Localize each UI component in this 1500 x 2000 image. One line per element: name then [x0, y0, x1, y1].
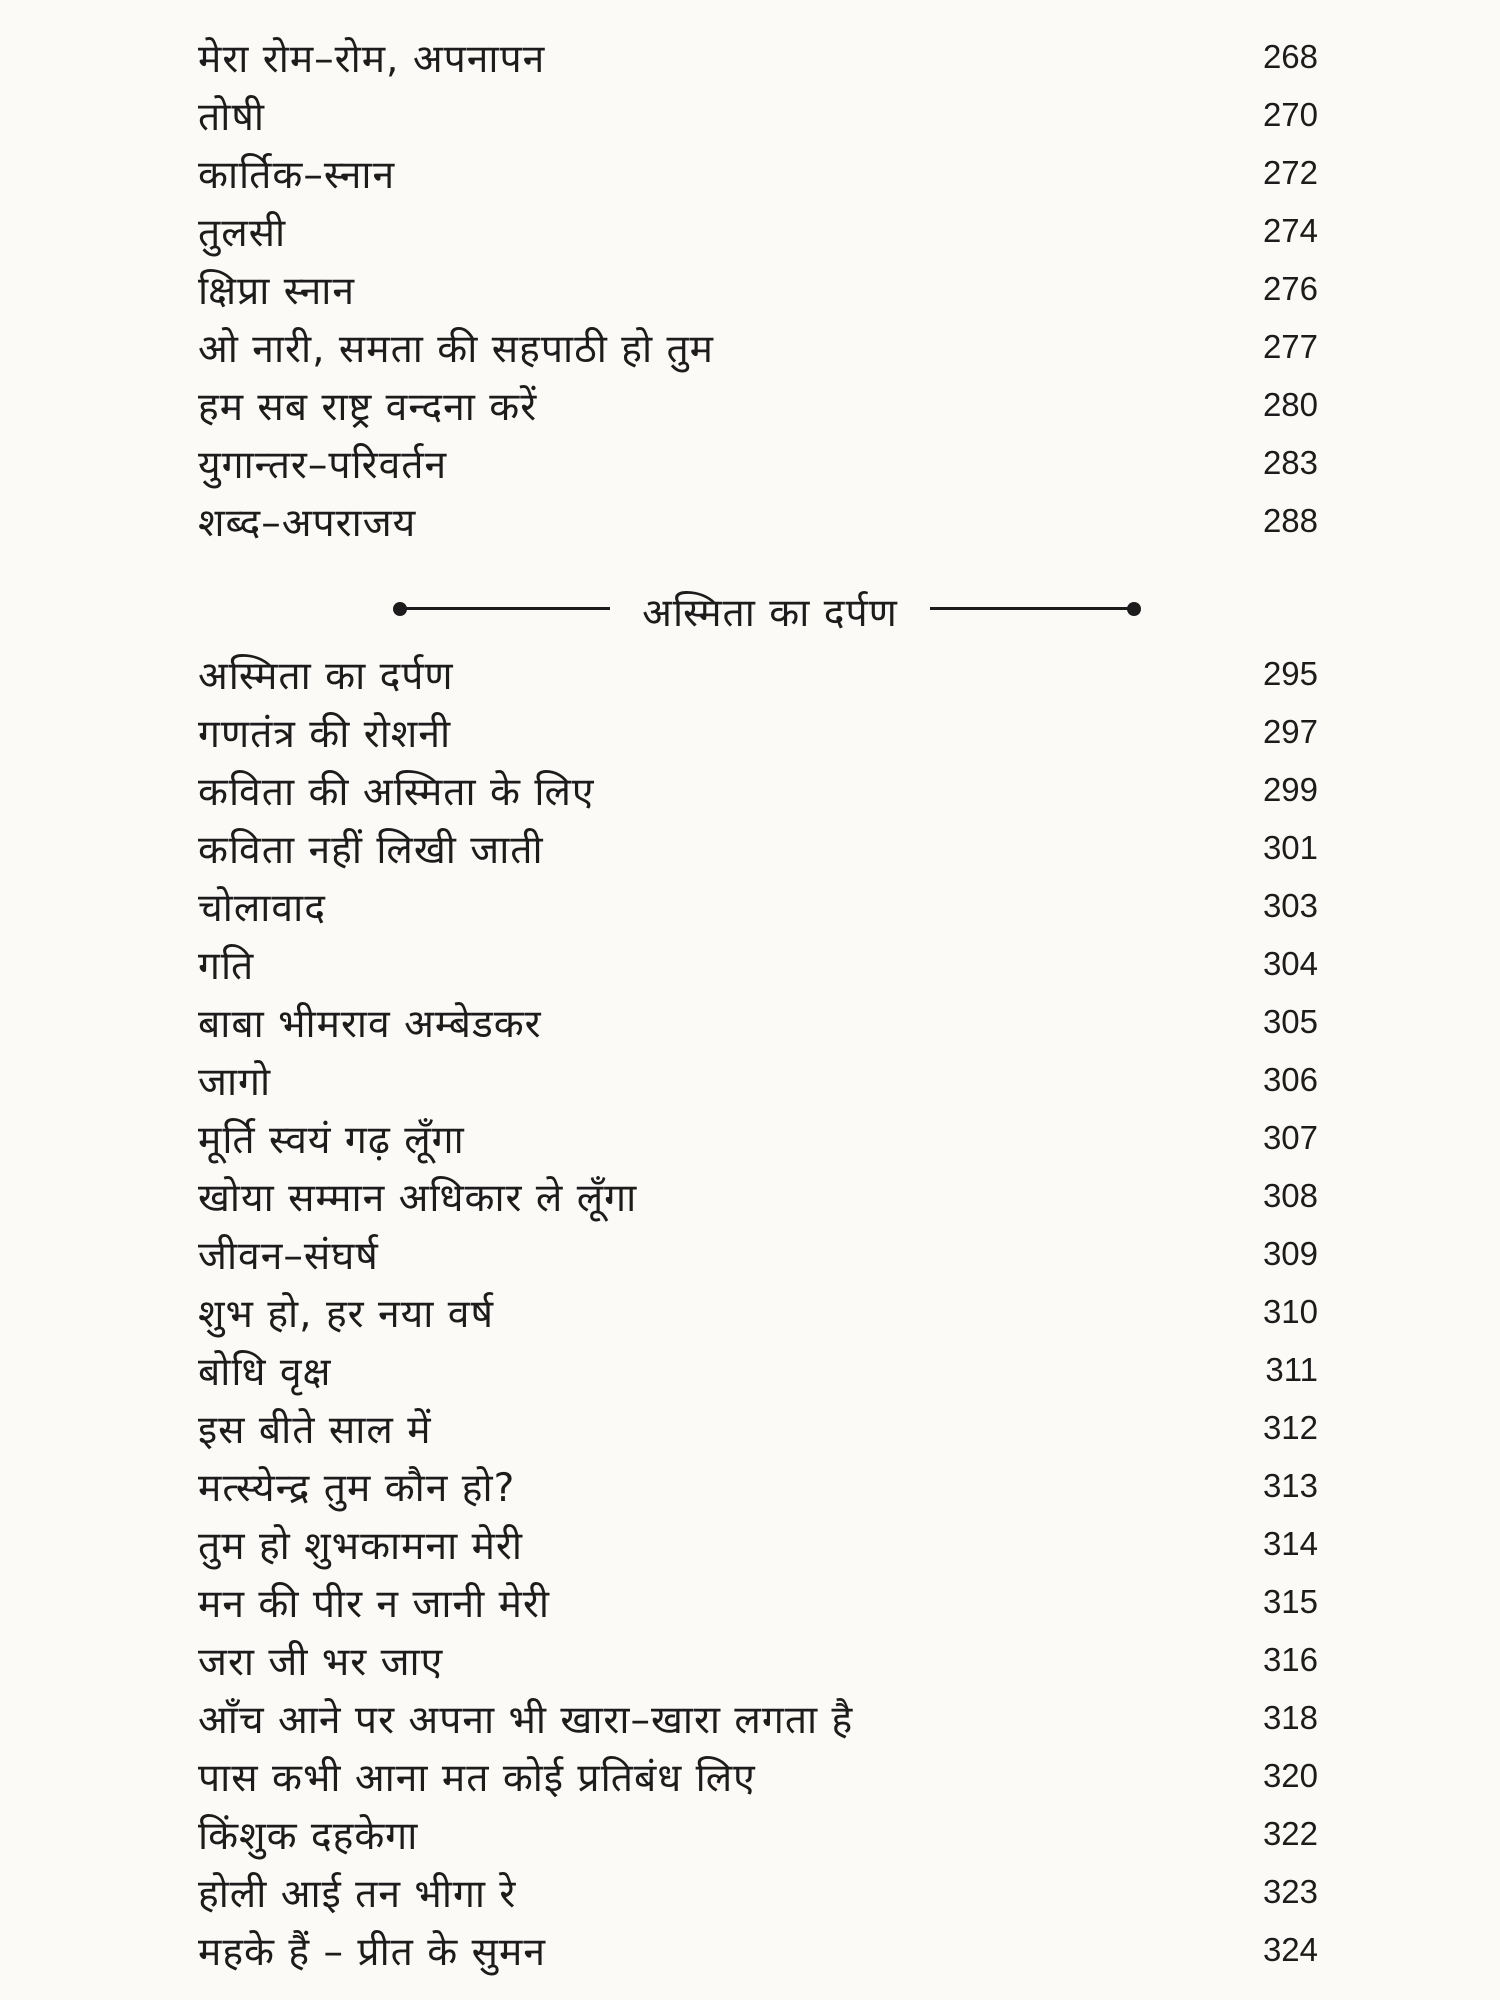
- toc-entry: [198, 761, 1318, 819]
- toc-entry: [198, 1341, 1318, 1399]
- entry-page-number: 272: [1262, 154, 1318, 191]
- entry-page-number: 313: [1262, 1467, 1318, 1504]
- entry-title: आँच आने पर अपना भी खारा–खारा लगता है: [198, 1697, 854, 1743]
- entry-title: जागो: [198, 1059, 272, 1105]
- section-divider: [0, 585, 1500, 636]
- toc-entry: [198, 1109, 1318, 1167]
- divider-line-right: [930, 607, 1134, 610]
- toc-entry: [198, 1631, 1318, 1689]
- entry-title: मूर्ति स्वयं गढ़ लूँगा: [198, 1117, 465, 1163]
- entry-page-number: 311: [1265, 1351, 1318, 1388]
- entry-page-number: 309: [1262, 1235, 1318, 1272]
- entry-title: गणतंत्र की रोशनी: [198, 711, 452, 757]
- entry-page-number: 280: [1262, 386, 1318, 423]
- toc-entry: [198, 1921, 1318, 1979]
- toc-entry: [198, 260, 1318, 318]
- entry-page-number: 305: [1262, 1003, 1318, 1040]
- entry-title: किंशुक दहकेगा: [198, 1813, 419, 1859]
- entry-title: जीवन–संघर्ष: [198, 1233, 379, 1279]
- entry-page-number: 297: [1262, 713, 1318, 750]
- toc-entry: [198, 318, 1318, 376]
- toc-entry: [198, 144, 1318, 202]
- toc-entry: [198, 1863, 1318, 1921]
- entry-title: बोधि वृक्ष: [198, 1349, 332, 1395]
- entry-page-number: 315: [1262, 1583, 1318, 1620]
- entry-page-number: 318: [1262, 1699, 1318, 1736]
- entry-title: जरा जी भर जाए: [198, 1639, 444, 1685]
- entry-title: युगान्तर–परिवर्तन: [198, 442, 448, 488]
- entry-title: कविता की अस्मिता के लिए: [198, 769, 595, 815]
- toc-entry: [198, 1051, 1318, 1109]
- toc-entry: [198, 1457, 1318, 1515]
- toc-entry: [198, 1573, 1318, 1631]
- entry-title: कार्तिक–स्नान: [198, 152, 396, 198]
- entry-page-number: 322: [1262, 1815, 1318, 1852]
- entry-title: मत्स्येन्द्र तुम कौन हो?: [198, 1465, 516, 1511]
- entry-title: ओ नारी, समता की सहपाठी हो तुम: [198, 326, 714, 372]
- contents-list-top: [198, 28, 1318, 550]
- toc-entry: [198, 376, 1318, 434]
- entry-page-number: 277: [1262, 328, 1318, 365]
- entry-title: तुम हो शुभकामना मेरी: [198, 1523, 523, 1569]
- entry-title: मन की पीर न जानी मेरी: [198, 1581, 551, 1627]
- entry-title: मेरा रोम–रोम, अपनापन: [198, 36, 546, 82]
- entry-title: चोलावाद: [198, 885, 326, 931]
- entry-page-number: 324: [1262, 1931, 1318, 1968]
- toc-entry: [198, 1689, 1318, 1747]
- entry-page-number: 270: [1262, 96, 1318, 133]
- entry-page-number: 307: [1262, 1119, 1318, 1156]
- toc-entry: [198, 645, 1318, 703]
- toc-entry: [198, 86, 1318, 144]
- toc-entry: [198, 993, 1318, 1051]
- entry-title: इस बीते साल में: [198, 1407, 432, 1453]
- toc-entry: [198, 703, 1318, 761]
- toc-entry: [198, 492, 1318, 550]
- entry-title: कविता नहीं लिखी जाती: [198, 827, 544, 873]
- toc-entry: [198, 1283, 1318, 1341]
- entry-title: शब्द–अपराजय: [198, 500, 417, 546]
- entry-page-number: 303: [1262, 887, 1318, 924]
- entry-page-number: 310: [1262, 1293, 1318, 1330]
- entry-title: तोषी: [198, 94, 265, 140]
- toc-entry: [198, 1225, 1318, 1283]
- entry-title: शुभ हो, हर नया वर्ष: [198, 1291, 494, 1337]
- divider-dot-right: [1127, 602, 1141, 616]
- entry-page-number: 323: [1262, 1873, 1318, 1910]
- entry-page-number: 312: [1262, 1409, 1318, 1446]
- entry-page-number: 295: [1262, 655, 1318, 692]
- entry-page-number: 314: [1262, 1525, 1318, 1562]
- entry-title: क्षिप्रा स्नान: [198, 268, 356, 314]
- toc-entry: [198, 28, 1318, 86]
- entry-title: खोया सम्मान अधिकार ले लूँगा: [198, 1175, 638, 1221]
- entry-page-number: 308: [1262, 1177, 1318, 1214]
- entry-title: बाबा भीमराव अम्बेडकर: [198, 1001, 542, 1047]
- toc-entry: [198, 202, 1318, 260]
- entry-page-number: 274: [1262, 212, 1318, 249]
- entry-page-number: 276: [1262, 270, 1318, 307]
- entry-title: तुलसी: [198, 210, 287, 256]
- section-heading: अस्मिता का दर्पण: [642, 591, 898, 636]
- toc-entry: [198, 819, 1318, 877]
- toc-entry: [198, 1167, 1318, 1225]
- entry-page-number: 301: [1262, 829, 1318, 866]
- toc-entry: [198, 877, 1318, 935]
- toc-entry: [198, 434, 1318, 492]
- entry-title: अस्मिता का दर्पण: [198, 653, 454, 699]
- entry-page-number: 299: [1262, 771, 1318, 808]
- toc-entry: [198, 1515, 1318, 1573]
- entry-page-number: 316: [1262, 1641, 1318, 1678]
- entry-page-number: 283: [1262, 444, 1318, 481]
- toc-entry: [198, 1805, 1318, 1863]
- entry-title: हम सब राष्ट्र वन्दना करें: [198, 384, 538, 430]
- entry-page-number: 268: [1262, 38, 1318, 75]
- entry-title: पास कभी आना मत कोई प्रतिबंध लिए: [198, 1755, 756, 1801]
- entry-page-number: 304: [1262, 945, 1318, 982]
- toc-entry: [198, 935, 1318, 993]
- entry-page-number: 288: [1262, 502, 1318, 539]
- entry-title: महके हैं – प्रीत के सुमन: [198, 1929, 546, 1975]
- entry-page-number: 320: [1262, 1757, 1318, 1794]
- toc-entry: [198, 1399, 1318, 1457]
- contents-list-bottom: [198, 645, 1318, 1979]
- divider-line-left: [400, 607, 610, 610]
- entry-title: होली आई तन भीगा रे: [198, 1871, 517, 1917]
- toc-entry: [198, 1747, 1318, 1805]
- entry-page-number: 306: [1262, 1061, 1318, 1098]
- entry-title: गति: [198, 943, 255, 989]
